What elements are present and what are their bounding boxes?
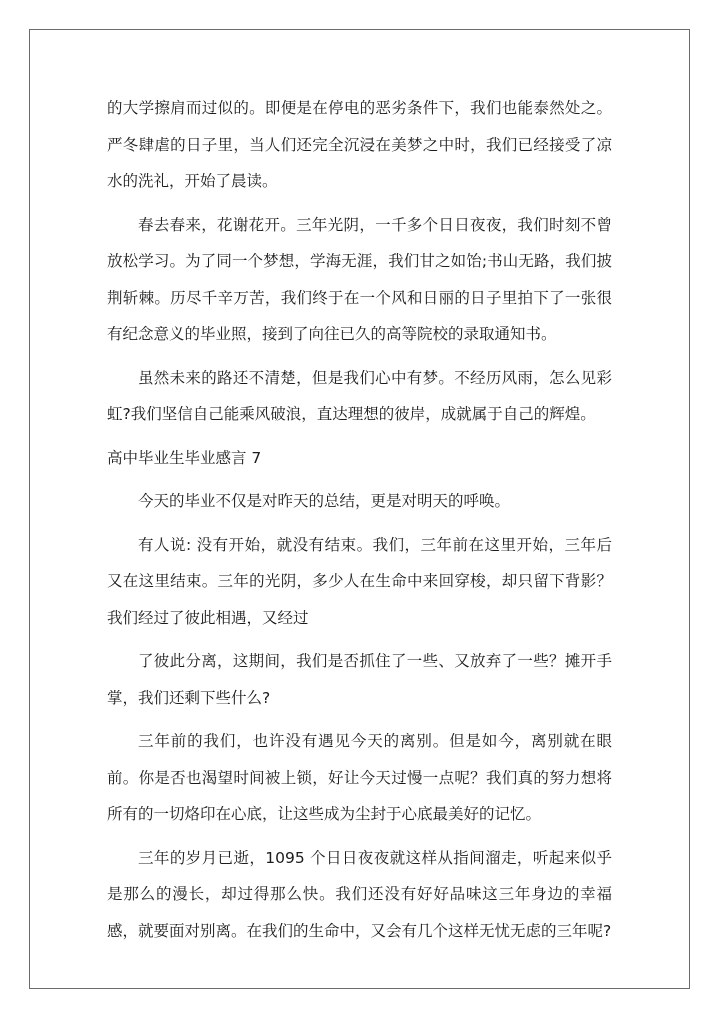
paragraph: 有人说: 没有开始，就没有结束。我们，三年前在这里开始，三年后又在这里结束。三年的光阴，多少人在生命中来回穿梭，却只留下背影？我们经过了彼此相遇，又经过 (107, 535, 612, 627)
paragraph: 了彼此分离，这期间，我们是否抓住了一些、又放弃了一些？摊开手掌，我们还剩下些什么? (107, 652, 612, 707)
paragraph: 三年前的我们，也许没有遇见今天的离别。但是如今，离别就在眼前。你是否也渴望时间被上锁，好让今天过慢一点呢？我们真的努力想将所有的一切烙印在心底，让这些成为尘封于心底最美好的记忆。 (107, 732, 612, 823)
document-body (107, 90, 612, 956)
paragraph: 今天的毕业不仅是对昨天的总结，更是对明天的呼唤。 (138, 492, 511, 510)
section-heading: 高中毕业生毕业感言 7 (107, 448, 262, 467)
paragraph: 春去春来，花谢花开。三年光阴，一千多个日日夜夜，我们时刻不曾放松学习。为了同一个梦想，学海无涯，我们甘之如饴;书山无路，我们披荆斩棘。历尽千辛万苦，我们终于在一个风和日丽的日子里拍下了一张很有纪念意义的毕业照，接到了向往已久的高等院校的录取通知书。 (107, 215, 612, 343)
paragraph: 三年的岁月已逝，1095 个日日夜夜就这样从指间溜走，听起来似乎是那么的漫长，却过得那么快。我们还没有好好品味这三年身边的幸福感，就要面对别离。在我们的生命中，又会有几个这样无忧无虑的三年呢? (107, 848, 612, 940)
paragraph: 虽然未来的路还不清楚，但是我们心中有梦。不经历风雨，怎么见彩虹?我们坚信自己能乘风破浪，直达理想的彼岸，成就属于自己的辉煌。 (107, 368, 612, 423)
paragraph: 的大学擦肩而过似的。即便是在停电的恶劣条件下，我们也能泰然处之。严冬肆虐的日子里，当人们还完全沉浸在美梦之中时，我们已经接受了凉水的洗礼，开始了晨读。 (107, 99, 612, 190)
